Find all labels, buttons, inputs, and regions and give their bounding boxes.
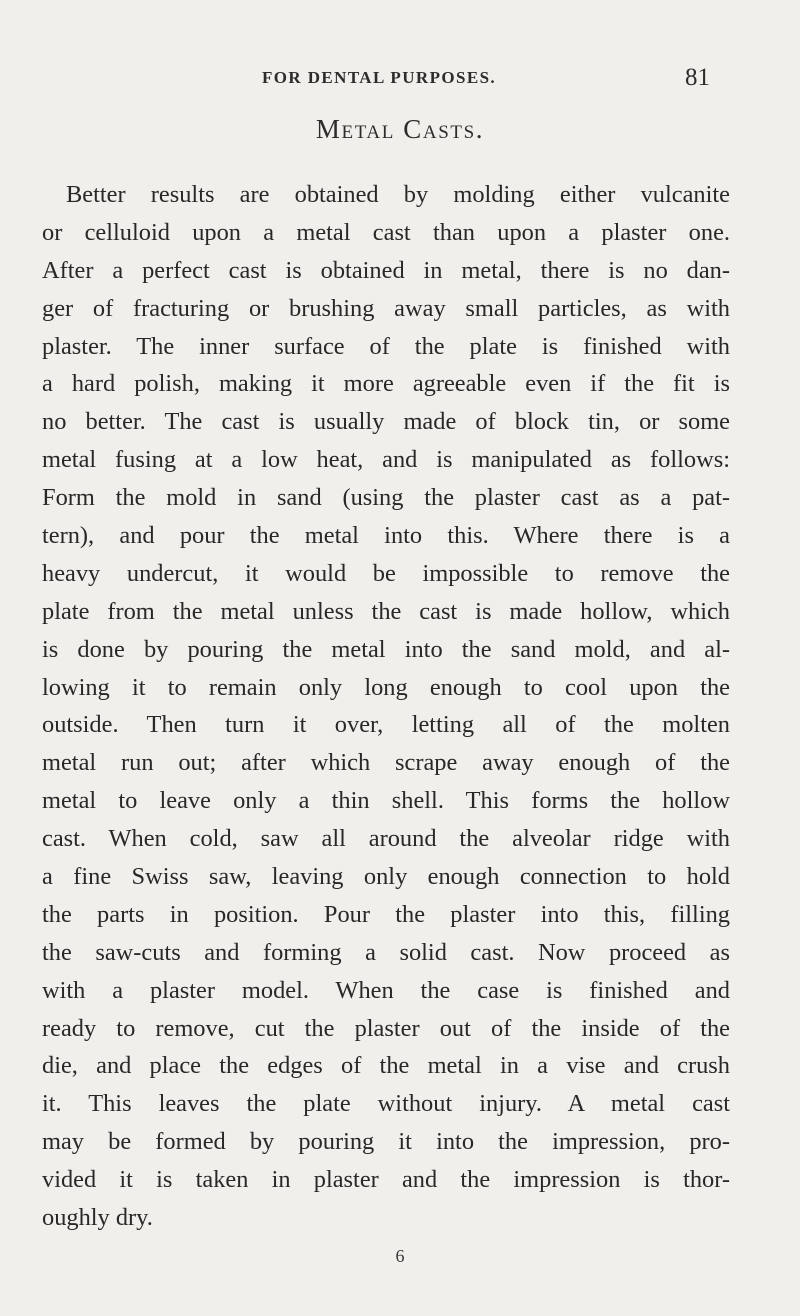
text-line: After a perfect cast is obtained in metal, there is no dan-	[42, 256, 730, 284]
text-line: it. This leaves the plate without injury. A metal cast	[42, 1090, 730, 1118]
text-line: cast. When cold, saw all around the alveolar ridge with	[42, 825, 730, 853]
text-line: oughly dry.	[42, 1204, 153, 1232]
text-line: or celluloid upon a metal cast than upon a plaster one.	[42, 218, 730, 246]
text-line: metal to leave only a thin shell. This forms the hollow	[42, 787, 730, 815]
text-line: lowing it to remain only long enough to cool upon the	[42, 673, 730, 701]
page-number: 81	[685, 64, 710, 91]
text-line: no better. The cast is usually made of block tin, or some	[42, 408, 730, 436]
text-line: a hard polish, making it more agreeable even if the fit is	[42, 370, 730, 398]
text-line: tern), and pour the metal into this. Where there is a	[42, 522, 730, 550]
text-line: outside. Then turn it over, letting all of the molten	[42, 711, 730, 739]
text-line: vided it is taken in plaster and the impression is thor-	[42, 1166, 730, 1194]
text-line: with a plaster model. When the case is finished and	[42, 976, 730, 1004]
running-title: FOR DENTAL PURPOSES.	[262, 68, 497, 87]
body-paragraph	[42, 176, 730, 1237]
text-line: is done by pouring the metal into the sand mold, and al-	[42, 635, 730, 663]
text-line: plate from the metal unless the cast is made hollow, which	[42, 597, 730, 625]
text-line: Better results are obtained by molding either vulcanite	[66, 181, 730, 208]
text-line: die, and place the edges of the metal in a vise and crush	[42, 1052, 730, 1080]
text-line: a fine Swiss saw, leaving only enough connection to hold	[42, 863, 730, 891]
text-line: ger of fracturing or brushing away small particles, as with	[42, 294, 730, 322]
text-line: may be formed by pouring it into the impression, pro-	[42, 1128, 730, 1156]
text-line: metal run out; after which scrape away enough of the	[42, 749, 730, 777]
section-heading: Metal Casts.	[315, 114, 485, 144]
text-line: Form the mold in sand (using the plaster cast as a pat-	[42, 484, 730, 512]
running-head	[0, 64, 800, 94]
text-line: the saw-cuts and forming a solid cast. Now proceed as	[42, 938, 730, 966]
text-line: heavy undercut, it would be impossible to remove the	[42, 559, 730, 587]
signature-mark: 6	[395, 1246, 405, 1266]
text-line: the parts in position. Pour the plaster into this, filling	[42, 900, 730, 928]
text-line: ready to remove, cut the plaster out of the inside of the	[42, 1014, 730, 1042]
text-line: plaster. The inner surface of the plate is finished with	[42, 332, 730, 360]
text-line: metal fusing at a low heat, and is manipulated as follows:	[42, 446, 730, 474]
